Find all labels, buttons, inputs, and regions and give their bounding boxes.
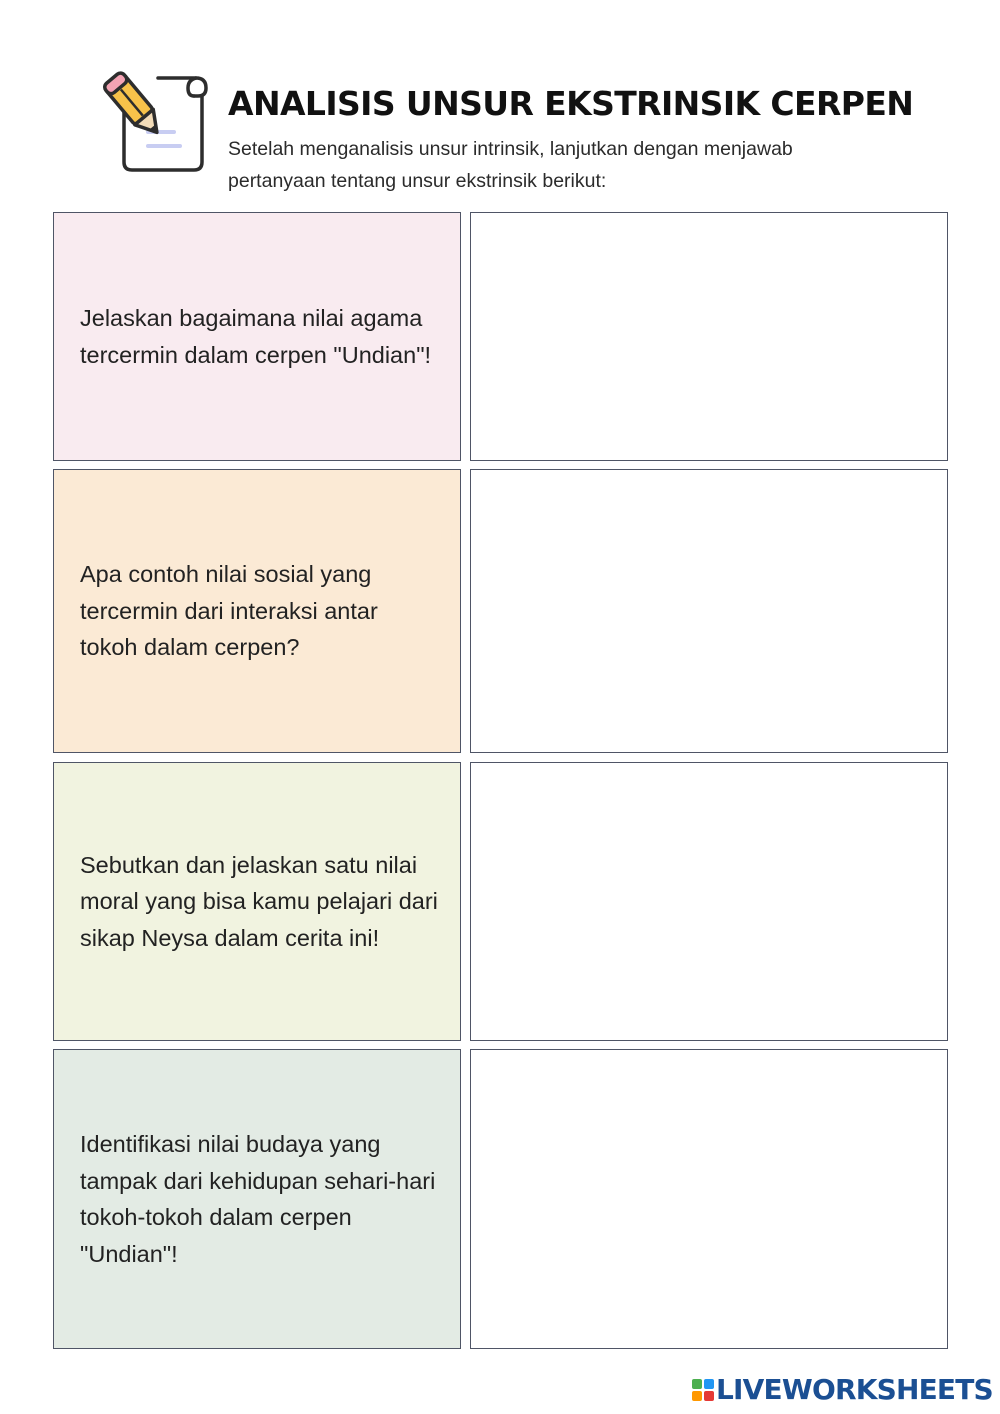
answer-box-1[interactable]: [470, 212, 948, 461]
answer-input-2[interactable]: [471, 470, 947, 752]
page-title: ANALISIS UNSUR EKSTRINSIK CERPEN: [228, 84, 914, 123]
question-box-4: [53, 1049, 461, 1349]
liveworksheets-logo-icon: [692, 1379, 714, 1401]
liveworksheets-brand: [692, 1373, 993, 1406]
answer-input-4[interactable]: [471, 1050, 947, 1348]
brand-name: LIVEWORKSHEETS: [716, 1373, 993, 1406]
question-text-2: Apa contoh nilai sosial yang tercermin dari interaksi antar tokoh dalam cerpen?: [80, 561, 378, 661]
pencil-scroll-icon: [98, 66, 214, 176]
answer-box-2[interactable]: [470, 469, 948, 753]
page-subtitle: Setelah menganalisis unsur intrinsik, lanjutkan dengan menjawab pertanyaan tentang unsur ekstrinsik berikut:: [228, 138, 793, 192]
answer-box-3[interactable]: [470, 762, 948, 1041]
answer-input-3[interactable]: [471, 763, 947, 1040]
answer-input-1[interactable]: [471, 213, 947, 460]
question-box-1: [53, 212, 461, 461]
answer-box-4[interactable]: [470, 1049, 948, 1349]
question-box-3: [53, 762, 461, 1041]
question-text-4: Identifikasi nilai budaya yang tampak dari kehidupan sehari-hari tokoh-tokoh dalam cerpen "Undian"!: [80, 1131, 436, 1267]
question-text-3: Sebutkan dan jelaskan satu nilai moral yang bisa kamu pelajari dari sikap Neysa dalam cerita ini!: [80, 851, 438, 951]
question-box-2: [53, 469, 461, 753]
question-text-1: Jelaskan bagaimana nilai agama tercermin dalam cerpen "Undian"!: [80, 305, 432, 368]
